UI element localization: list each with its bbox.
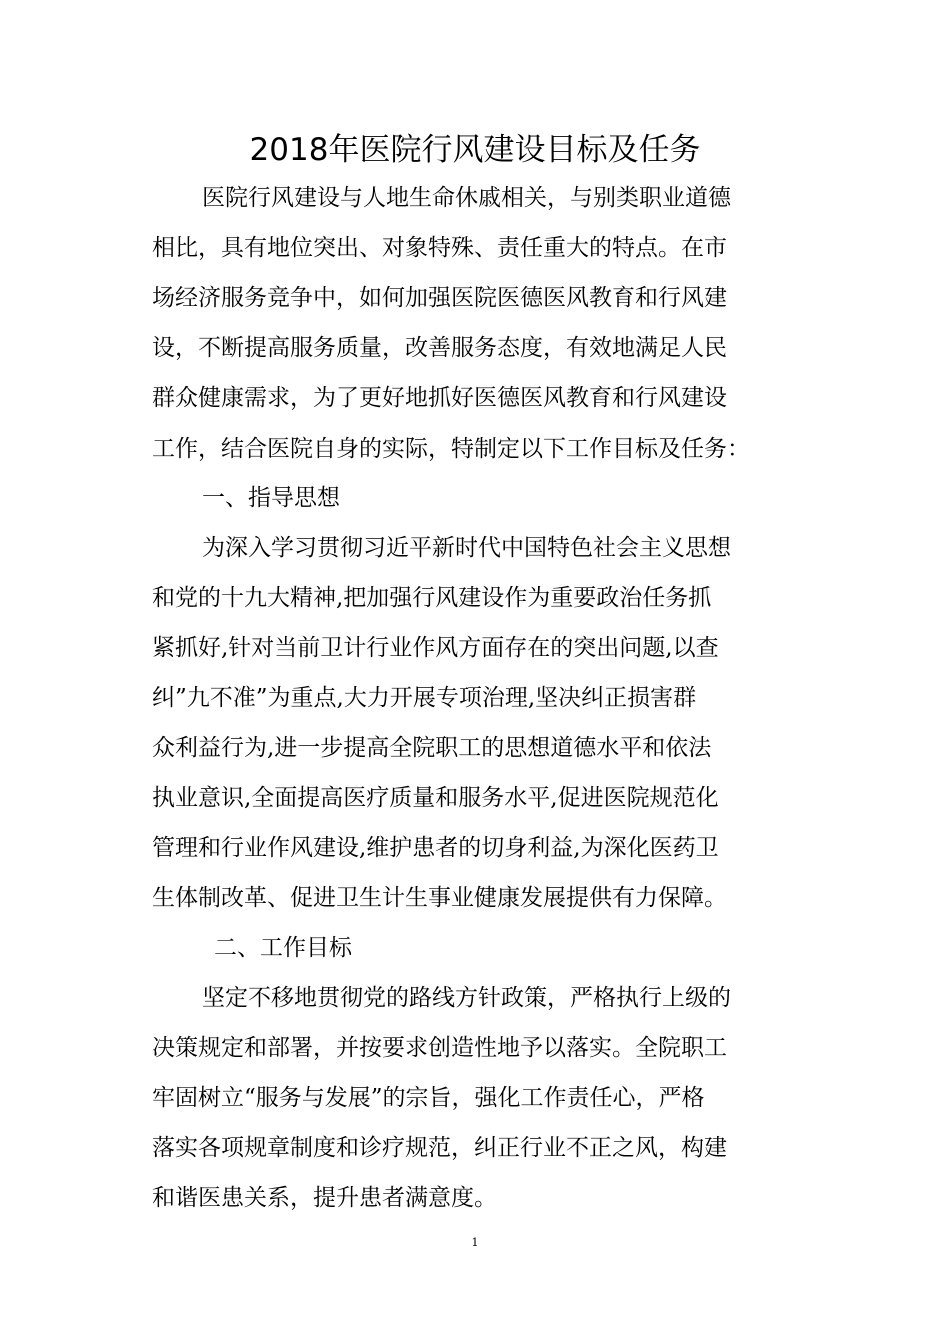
section2-line-4: 落实各项规章制度和诊疗规范，纠正行业不正之风，构建 xyxy=(152,1135,727,1161)
section-heading-guiding-ideology: 一、指导思想 xyxy=(202,485,340,511)
section1-line-5: 众利益行为,进一步提高全院职工的思想道德水平和依法 xyxy=(152,735,712,761)
section2-line-3: 牢固树立“服务与发展”的宗旨，强化工作责任心，严格 xyxy=(152,1085,705,1111)
intro-line-2: 相比，具有地位突出、对象特殊、责任重大的特点。在市 xyxy=(152,235,727,261)
section2-line-5: 和谐医患关系，提升患者满意度。 xyxy=(152,1185,497,1211)
section-heading-work-goals: 二、工作目标 xyxy=(214,935,352,961)
section1-line-1: 为深入学习贯彻习近平新时代中国特色社会主义思想 xyxy=(202,535,731,561)
section1-line-2: 和党的十九大精神,把加强行风建设作为重要政治任务抓 xyxy=(152,585,712,611)
section2-line-2: 决策规定和部署，并按要求创造性地予以落实。全院职工 xyxy=(152,1035,727,1061)
section2-line-1: 坚定不移地贯彻党的路线方针政策，严格执行上级的 xyxy=(202,985,731,1011)
section1-line-3: 紧抓好,针对当前卫计行业作风方面存在的突出问题,以查 xyxy=(152,635,719,661)
page-number: 1 xyxy=(471,1236,479,1249)
section1-line-8: 生体制改革、促进卫生计生事业健康发展提供有力保障。 xyxy=(152,885,727,911)
intro-line-3: 场经济服务竞争中，如何加强医院医德医风教育和行风建 xyxy=(152,285,727,311)
section1-line-6: 执业意识,全面提高医疗质量和服务水平,促进医院规范化 xyxy=(152,785,719,811)
intro-line-1: 医院行风建设与人地生命休戚相关，与别类职业道德 xyxy=(202,185,731,211)
intro-line-5: 群众健康需求，为了更好地抓好医德医风教育和行风建设 xyxy=(152,385,727,411)
intro-line-4: 设，不断提高服务质量，改善服务态度，有效地满足人民 xyxy=(152,335,727,361)
intro-line-6: 工作，结合医院自身的实际，特制定以下工作目标及任务： xyxy=(152,436,750,462)
document-title: 2018年医院行风建设目标及任务 xyxy=(249,132,701,168)
section1-line-4: 纠”九不准”为重点,大力开展专项治理,坚决纠正损害群 xyxy=(152,685,697,711)
section1-line-7: 管理和行业作风建设,维护患者的切身利益,为深化医药卫 xyxy=(152,835,719,861)
